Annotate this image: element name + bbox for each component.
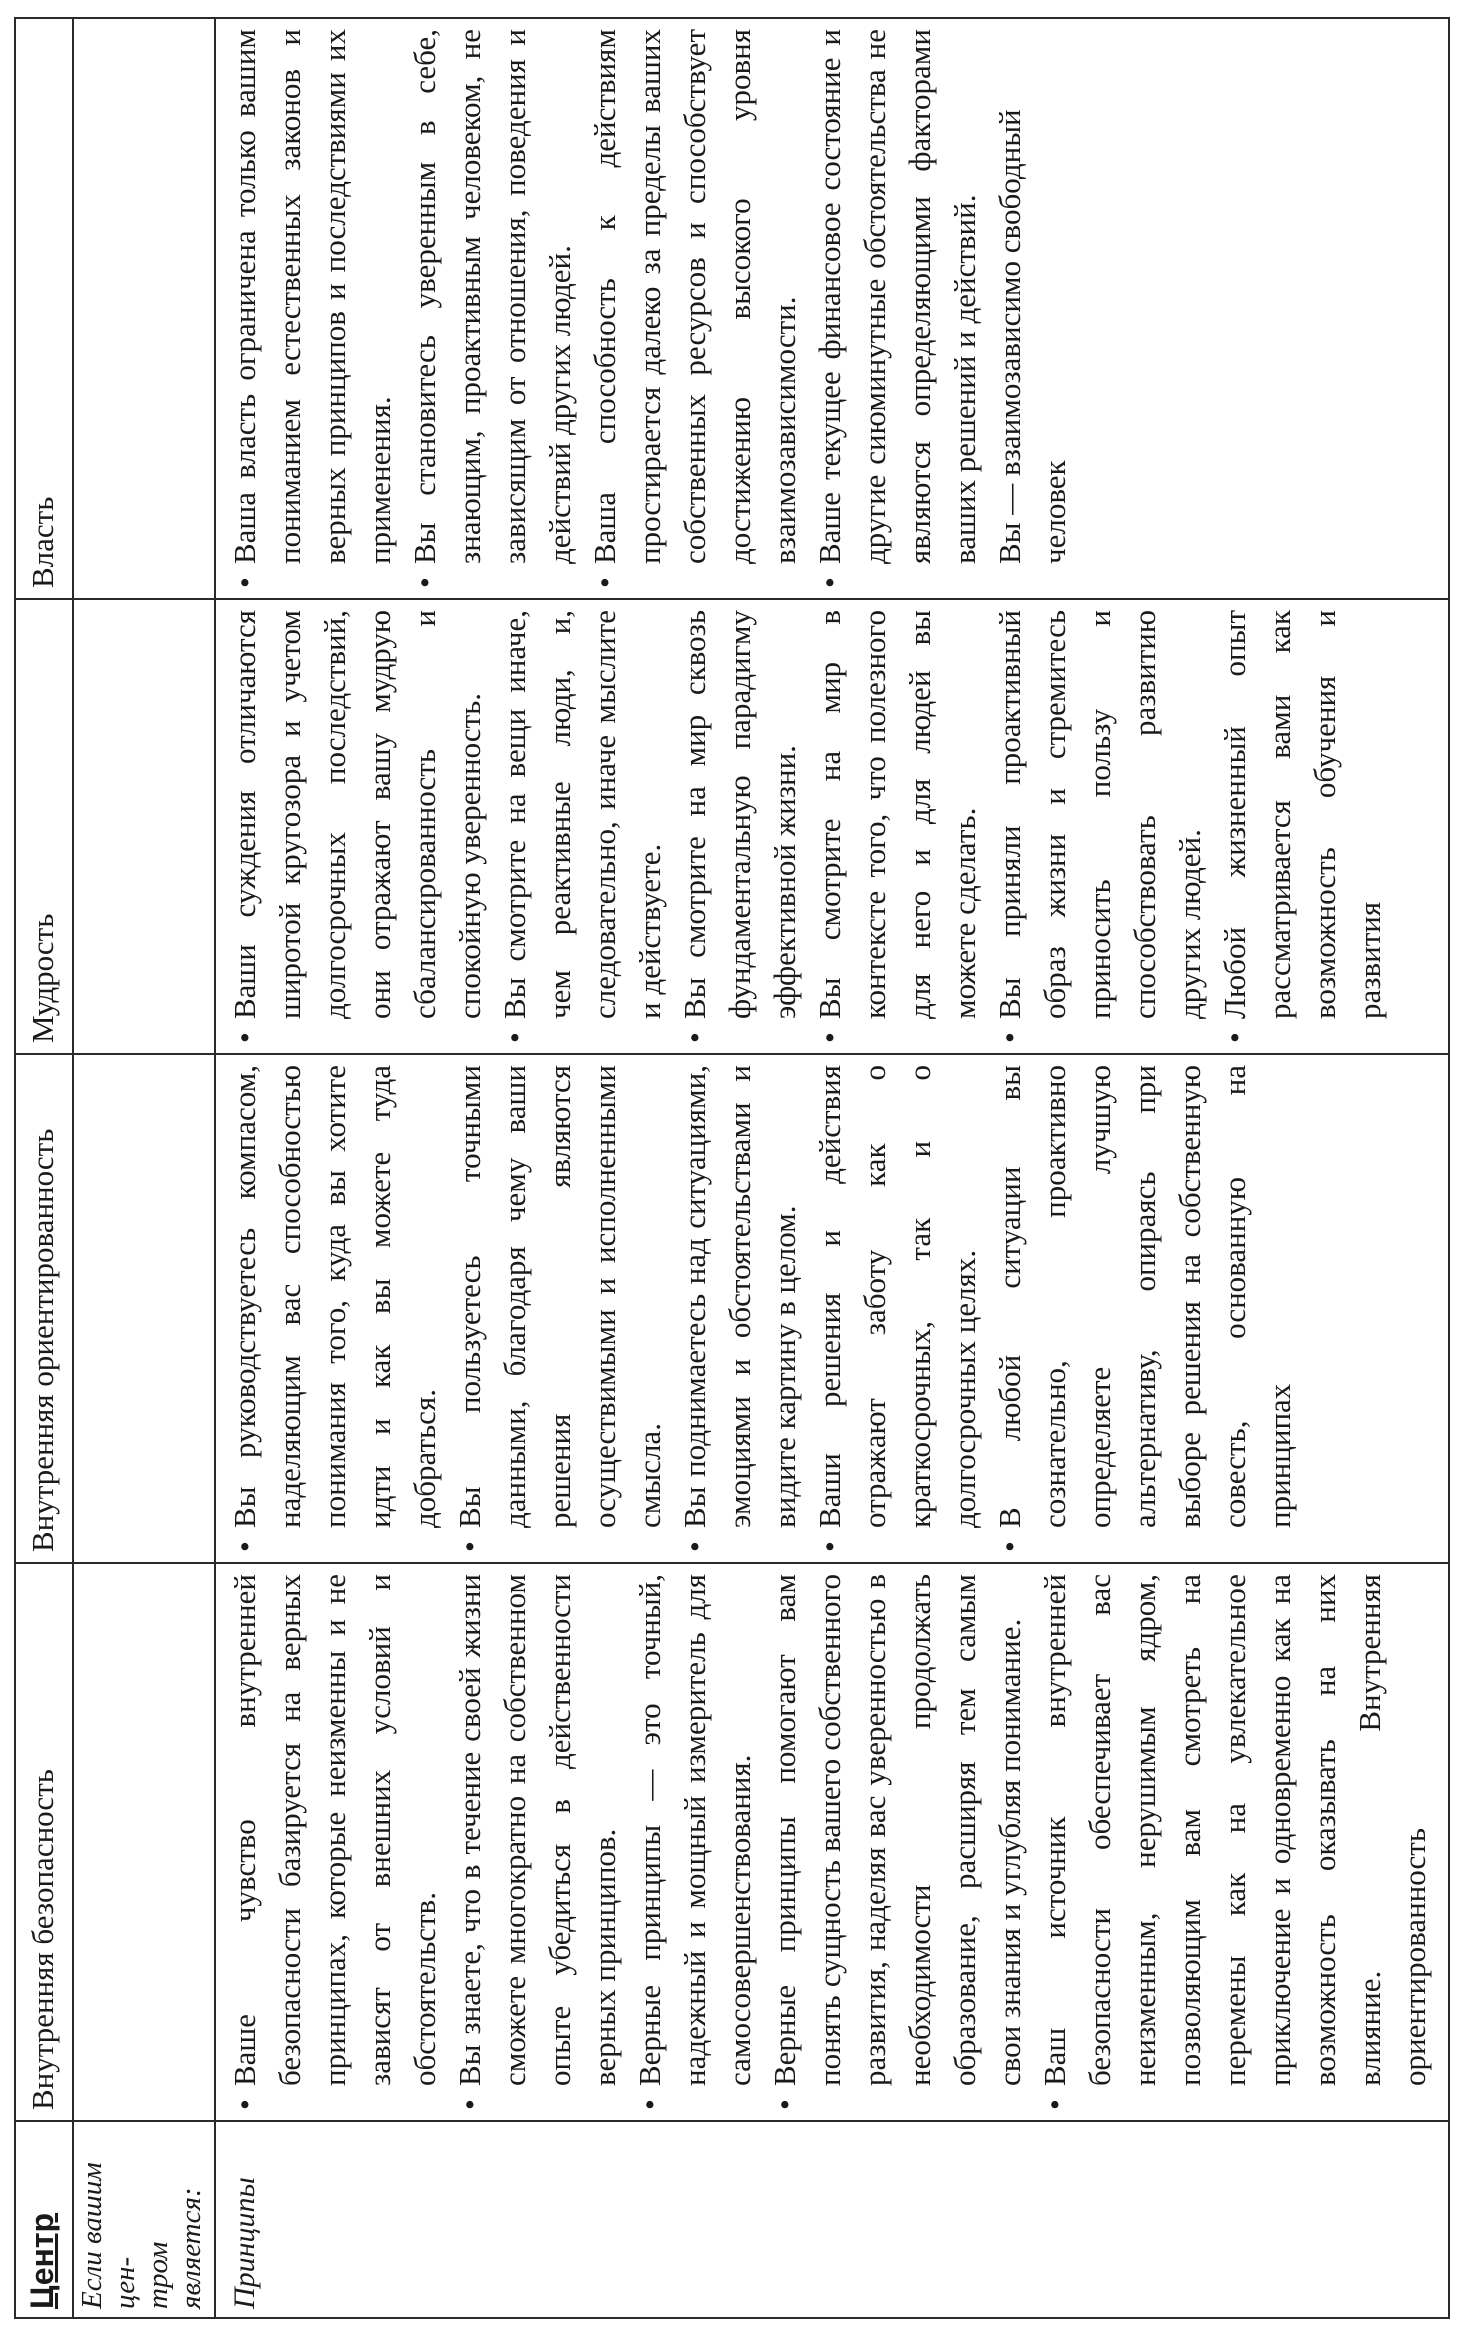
cell-wisdom	[215, 599, 1449, 1054]
security-list	[222, 1574, 1437, 2110]
orientation-list	[222, 1065, 1302, 1552]
list-item: • В любой ситуации вы сознательно, проактивно определяете лучшую альтернативу, опираясь при выборе решения на собственную совесть, основанную на принципах	[987, 1065, 1302, 1552]
table-header-row	[15, 18, 73, 2318]
subheader-empty-3	[73, 599, 215, 1054]
list-item: • Ваш источник внутренней безопасности обеспечивает вас неизменным, нерушимым ядром, позволяющим вам смотреть на перемены как на увлекательное приключение и одновременно как на возможность оказывать на них влияние. Внутренняя ориентированность	[1032, 1574, 1437, 2110]
list-item: • Вы знаете, что в течение своей жизни сможете многократно на собственном опыте убедиться в действенности верных принципов.	[447, 1574, 627, 2110]
list-item: • Ваши решения и действия отражают заботу как о краткосрочных, так и о долгосрочных целях.	[807, 1065, 987, 1552]
table-row-principles	[215, 18, 1449, 2318]
cell-orientation	[215, 1054, 1449, 1563]
table-subheader-row	[73, 18, 215, 2318]
subheader-empty-2	[73, 1054, 215, 1563]
header-inner-security: Внутренняя безопасность	[15, 1563, 73, 2121]
list-item: • Вы смотрите на мир сквозь фундаментальную парадигму эффективной жизни.	[672, 610, 807, 1043]
list-item: • Вы становитесь уверенным в себе, знающим, проактивным человеком, не зависящим от отношения, поведения и действий других людей.	[402, 29, 582, 588]
cell-power	[215, 18, 1449, 599]
list-item: • Вы пользуетесь точными данными, благодаря чему ваши решения являются осуществимыми и исполненными смысла.	[447, 1065, 672, 1552]
list-item: • Ваше текущее финансовое состояние и другие сиюминутные обстоятельства не являются определяющими факторами ваших решений и действий.	[807, 29, 987, 588]
list-item: • Ваше чувство внутренней безопасности базируется на верных принципах, которые неизменны и не зависят от внешних условий и обстоятельств.	[222, 1574, 447, 2110]
list-item: • Верные принципы помогают вам понять сущность вашего собственного развития, наделяя вас уверенностью в необходимости продолжать образование, расширяя тем самым свои знания и углубляя понимание.	[762, 1574, 1032, 2110]
power-list	[222, 29, 987, 588]
header-center: Центр	[15, 2121, 73, 2318]
cell-security	[215, 1563, 1449, 2121]
wisdom-list	[222, 610, 1392, 1043]
list-item: • Ваша власть ограничена только вашим пониманием естественных законов и верных принципов и последствиями их применения.	[222, 29, 402, 588]
list-item: • Вы руководствуетесь компасом, наделяющим вас способностью понимания того, куда вы хотите идти и как вы можете туда добраться.	[222, 1065, 447, 1552]
list-item: • Любой жизненный опыт рассматривается вами как возможность обучения и развития	[1212, 610, 1392, 1043]
list-item: • Вы приняли проактивный образ жизни и стремитесь приносить пользу и способствовать развитию других людей.	[987, 610, 1212, 1043]
header-inner-orientation: Внутренняя ориентированность	[15, 1054, 73, 1563]
power-conclusion: Вы — взаимозависимо свободный человек	[992, 109, 1072, 564]
list-item: • Ваша способность к действиям простирается далеко за пределы ваших собственных ресурсов и способствует достижению высокого уровня взаимозависимости.	[582, 29, 807, 588]
list-item: • Вы смотрите на вещи иначе, чем реактивные люди, и, следовательно, иначе мыслите и действуете.	[492, 610, 672, 1043]
subheader-if-center: Если вашим цен- тром является:	[73, 2121, 215, 2318]
subheader-empty-4	[73, 18, 215, 599]
list-item: • Вы смотрите на мир в контексте того, что полезного для него и для людей вы можете сделать.	[807, 610, 987, 1043]
header-wisdom: Мудрость	[15, 599, 73, 1054]
list-item: • Ваши суждения отличаются широтой кругозора и учетом долгосрочных последствий, они отражают вашу мудрую сбалансированность и спокойную уверенность.	[222, 610, 492, 1043]
center-comparison-table	[14, 17, 1450, 2319]
list-item: • Вы поднимаетесь над ситуациями, эмоциями и обстоятельствами и видите картину в целом.	[672, 1065, 807, 1552]
header-power: Власть	[15, 18, 73, 599]
list-item: • Верные принципы — это точный, надежный и мощный измеритель для самосовершенствования.	[627, 1574, 762, 2110]
subheader-empty-1	[73, 1563, 215, 2121]
row-center-principles: Принципы	[215, 2121, 1449, 2318]
